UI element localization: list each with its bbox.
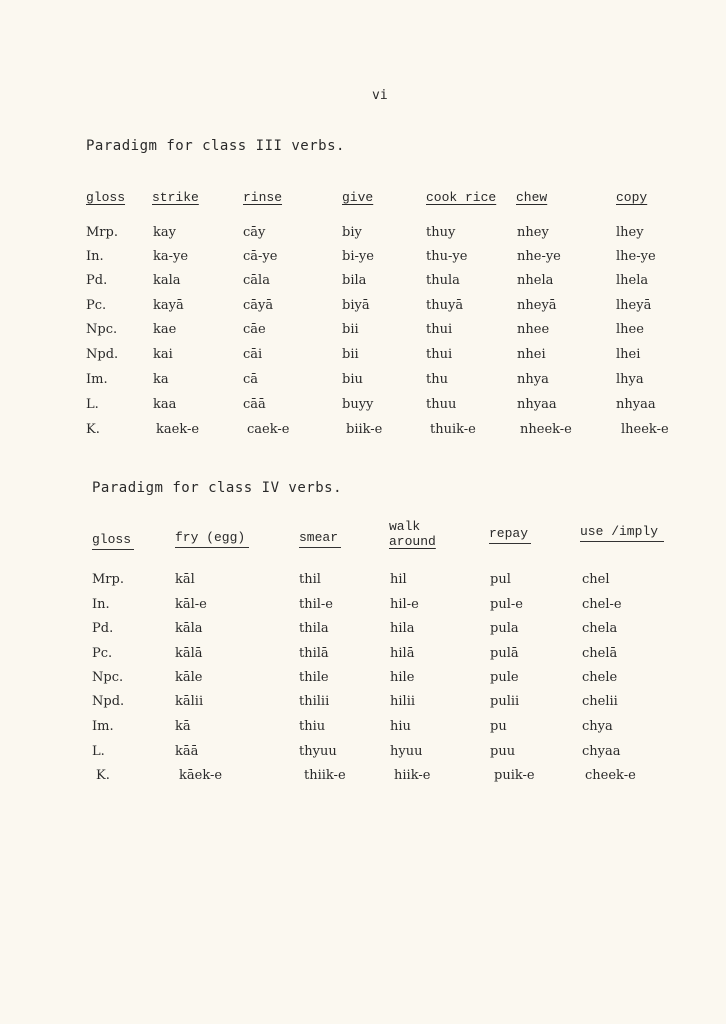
col-header-5: chew xyxy=(516,190,548,205)
table-cell: thil xyxy=(299,572,321,587)
table-cell: nhyaa xyxy=(517,397,557,412)
table-cell: lheyā xyxy=(616,298,652,313)
table-cell: nheyā xyxy=(517,298,557,313)
col-header-1: strike xyxy=(152,190,199,205)
table-cell: kāla xyxy=(175,621,203,636)
col-header-repay: repay xyxy=(489,526,531,544)
table-cell: thile xyxy=(299,670,329,685)
table-cell: kālii xyxy=(175,694,204,709)
row-gloss: Pd. xyxy=(86,273,108,288)
table-cell: lhya xyxy=(616,372,644,387)
table-cell: hil xyxy=(390,572,407,587)
row-gloss: Npd. xyxy=(92,694,125,709)
table-cell: thuyā xyxy=(426,298,464,313)
table-cell: pula xyxy=(490,621,519,636)
table-cell: puik-e xyxy=(494,768,535,783)
row-gloss: Im. xyxy=(92,719,114,734)
table-cell: hiu xyxy=(390,719,411,734)
col-header-smear: smear xyxy=(299,530,341,548)
table-cell: lhela xyxy=(616,273,649,288)
table-cell: kala xyxy=(153,273,181,288)
table-cell: chel-e xyxy=(582,597,622,612)
table-cell: chyaa xyxy=(582,744,621,759)
col-header-0: gloss xyxy=(86,190,126,205)
table-cell: hiik-e xyxy=(394,768,431,783)
table-cell: hile xyxy=(390,670,415,685)
table-cell: cā xyxy=(243,372,259,387)
table-cell: nhee xyxy=(517,322,550,337)
col-header-3: give xyxy=(342,190,374,205)
table-cell: thula xyxy=(426,273,460,288)
table-cell: nhela xyxy=(517,273,554,288)
table-cell: pu xyxy=(490,719,507,734)
col-header-walk-line2: around xyxy=(389,534,436,549)
table-cell: kāl xyxy=(175,572,195,587)
row-gloss: Pc. xyxy=(92,646,113,661)
row-gloss: Npc. xyxy=(92,670,124,685)
table-cell: nheek-e xyxy=(520,422,572,437)
table-cell: thilā xyxy=(299,646,329,661)
table-cell: cāla xyxy=(243,273,270,288)
table-cell: thuy xyxy=(426,225,456,240)
table-cell: biy xyxy=(342,225,362,240)
table-cell: hila xyxy=(390,621,415,636)
table-cell: hil-e xyxy=(390,597,419,612)
class-iii-heading: Paradigm for class III verbs. xyxy=(86,138,345,154)
table-cell: thiu xyxy=(299,719,326,734)
table-cell: pule xyxy=(490,670,519,685)
table-cell: chya xyxy=(582,719,613,734)
table-cell: kāl-e xyxy=(175,597,207,612)
table-cell: nhey xyxy=(517,225,549,240)
table-cell: kā xyxy=(175,719,191,734)
table-cell: biyā xyxy=(342,298,370,313)
table-cell: thu xyxy=(426,372,448,387)
table-cell: kaa xyxy=(153,397,177,412)
col-header-gloss: gloss xyxy=(92,532,134,550)
page-number: vi xyxy=(372,88,388,103)
table-cell: kae xyxy=(153,322,177,337)
table-cell: bii xyxy=(342,347,359,362)
table-cell: lhey xyxy=(616,225,644,240)
col-header-fry: fry (egg) xyxy=(175,530,249,548)
col-header-4: cook rice xyxy=(426,190,497,205)
table-cell: lhei xyxy=(616,347,641,362)
table-cell: chel xyxy=(582,572,610,587)
col-header-6: copy xyxy=(616,190,648,205)
row-gloss: Mrp. xyxy=(86,225,118,240)
table-cell: pul-e xyxy=(490,597,523,612)
table-cell: thu-ye xyxy=(426,249,468,264)
table-cell: cā-ye xyxy=(243,249,278,264)
table-cell: cāyā xyxy=(243,298,274,313)
table-cell: kāek-e xyxy=(179,768,223,783)
table-cell: bii xyxy=(342,322,359,337)
row-gloss: L. xyxy=(86,397,99,412)
table-cell: kāle xyxy=(175,670,203,685)
table-cell: cāā xyxy=(243,397,266,412)
table-cell: lheek-e xyxy=(621,422,669,437)
table-cell: biik-e xyxy=(346,422,383,437)
table-cell: caek-e xyxy=(247,422,290,437)
table-cell: pulā xyxy=(490,646,519,661)
table-cell: thuik-e xyxy=(430,422,476,437)
row-gloss: L. xyxy=(92,744,105,759)
table-cell: bi-ye xyxy=(342,249,374,264)
row-gloss: K. xyxy=(96,768,110,783)
table-cell: kai xyxy=(153,347,173,362)
table-cell: ka-ye xyxy=(153,249,189,264)
row-gloss: Npc. xyxy=(86,322,118,337)
table-cell: biu xyxy=(342,372,363,387)
table-cell: chele xyxy=(582,670,618,685)
table-cell: puu xyxy=(490,744,516,759)
table-cell: nhya xyxy=(517,372,549,387)
col-header-use-imply: use /imply xyxy=(580,524,664,542)
table-cell: kayā xyxy=(153,298,184,313)
table-cell: thiik-e xyxy=(304,768,346,783)
table-cell: hilii xyxy=(390,694,416,709)
table-cell: lhe-ye xyxy=(616,249,656,264)
table-cell: kaek-e xyxy=(156,422,200,437)
table-cell: nhei xyxy=(517,347,546,362)
table-cell: thuu xyxy=(426,397,457,412)
table-cell: buyy xyxy=(342,397,374,412)
table-cell: cāy xyxy=(243,225,266,240)
table-cell: kay xyxy=(153,225,176,240)
table-cell: kāā xyxy=(175,744,199,759)
table-cell: thil-e xyxy=(299,597,333,612)
col-header-walk-around xyxy=(389,519,436,549)
table-cell: thui xyxy=(426,347,453,362)
table-cell: ka xyxy=(153,372,169,387)
table-cell: thila xyxy=(299,621,329,636)
table-cell: kālā xyxy=(175,646,203,661)
table-cell: chela xyxy=(582,621,618,636)
class-iv-heading: Paradigm for class IV verbs. xyxy=(92,480,343,496)
table-cell: bila xyxy=(342,273,367,288)
col-header-2: rinse xyxy=(243,190,283,205)
table-cell: pulii xyxy=(490,694,520,709)
row-gloss: In. xyxy=(92,597,110,612)
row-gloss: Pc. xyxy=(86,298,107,313)
row-gloss: Im. xyxy=(86,372,108,387)
row-gloss: K. xyxy=(86,422,100,437)
table-cell: lhee xyxy=(616,322,644,337)
row-gloss: Pd. xyxy=(92,621,114,636)
table-cell: nhyaa xyxy=(616,397,656,412)
row-gloss: Npd. xyxy=(86,347,119,362)
table-cell: pul xyxy=(490,572,511,587)
table-cell: chelā xyxy=(582,646,618,661)
table-cell: hilā xyxy=(390,646,415,661)
table-cell: thyuu xyxy=(299,744,337,759)
table-cell: cheek-e xyxy=(585,768,636,783)
table-cell: cāe xyxy=(243,322,266,337)
table-cell: cāi xyxy=(243,347,263,362)
row-gloss: In. xyxy=(86,249,104,264)
col-header-walk-line1: walk xyxy=(389,519,421,534)
row-gloss: Mrp. xyxy=(92,572,124,587)
table-cell: thilii xyxy=(299,694,330,709)
table-cell: hyuu xyxy=(390,744,423,759)
table-cell: thui xyxy=(426,322,453,337)
table-cell: nhe-ye xyxy=(517,249,561,264)
table-cell: chelii xyxy=(582,694,618,709)
